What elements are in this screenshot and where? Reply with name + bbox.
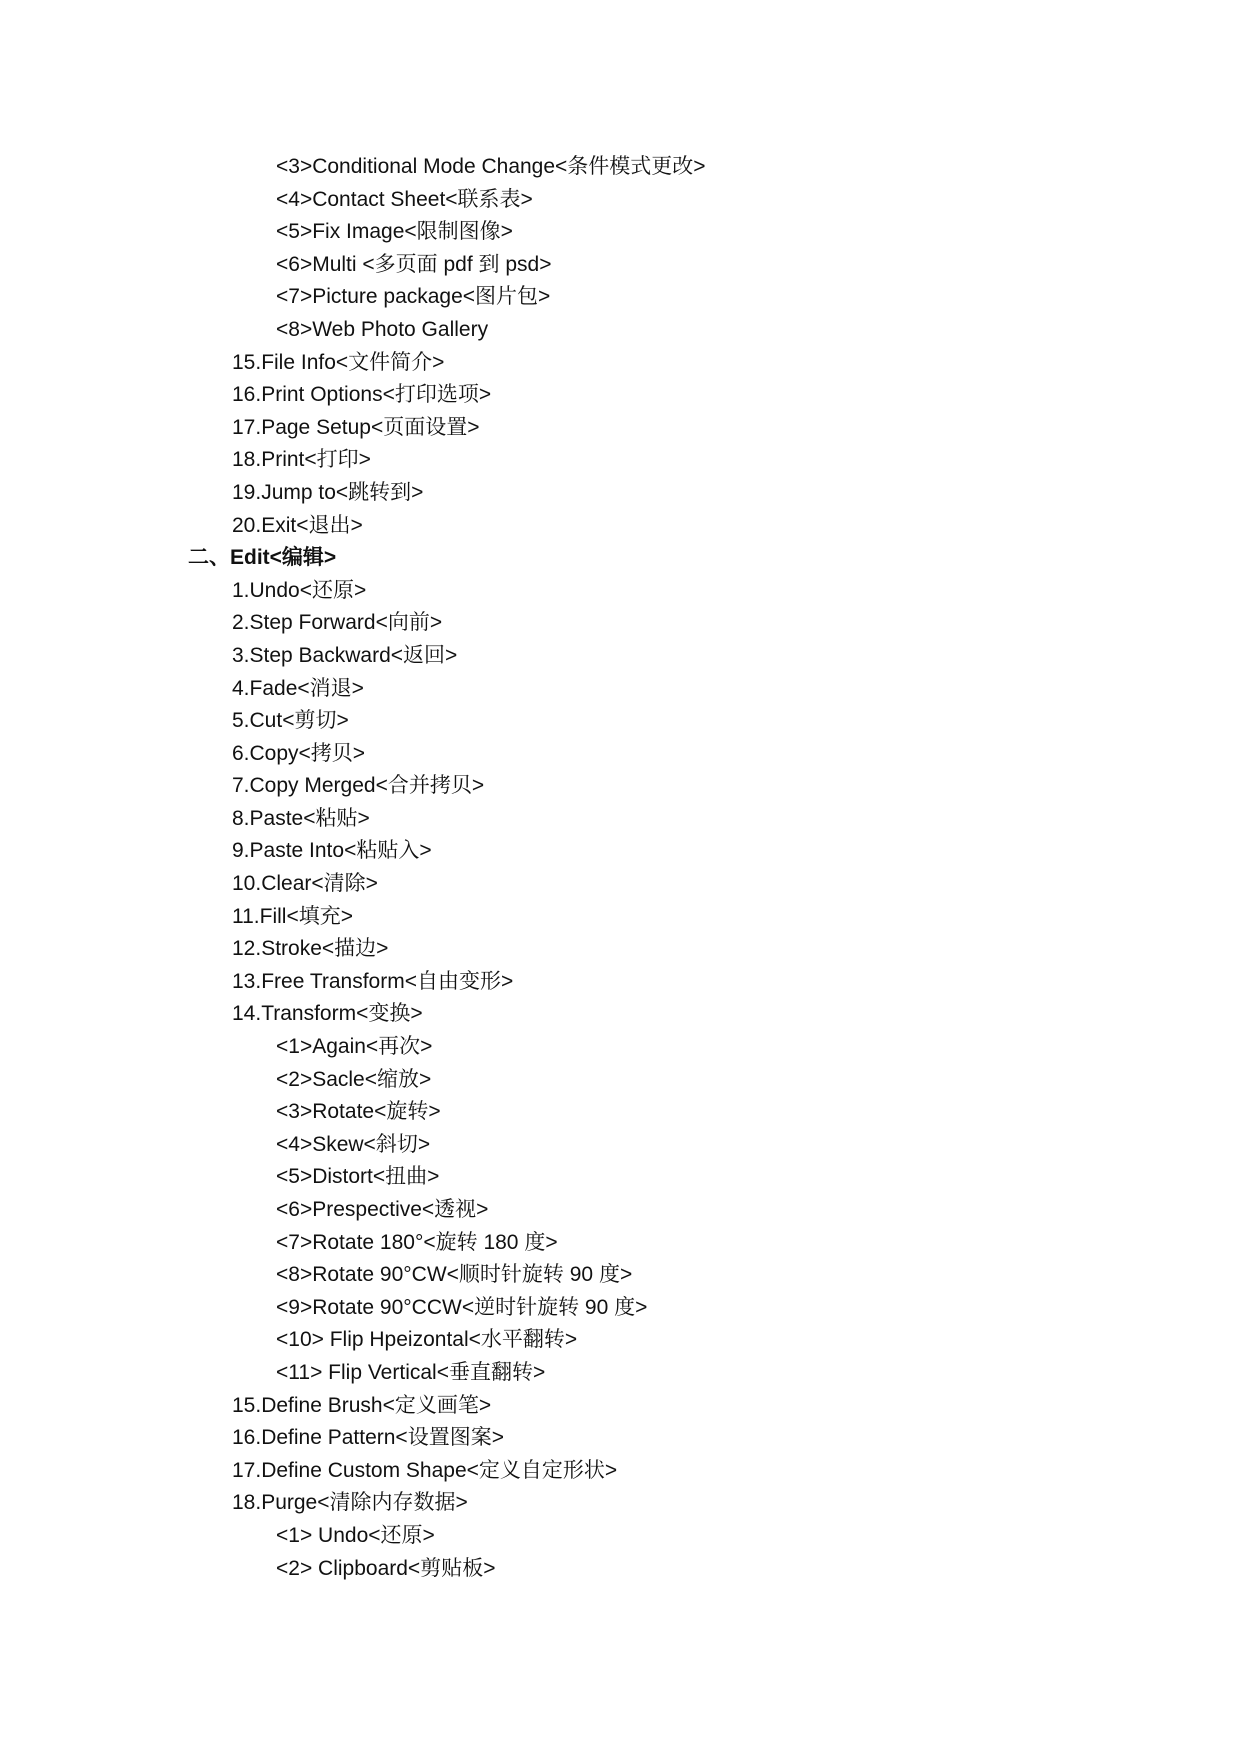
submenu-item: <6>Prespective<透视> [276,1198,489,1221]
menu-item: 16.Print Options<打印选项> [232,383,492,407]
menu-item: 14.Transform<变换> [232,1002,423,1026]
menu-item: 2.Step Forward<向前> [232,611,443,635]
section-heading: 二、Edit<编辑> [188,546,337,570]
submenu-item: <3>Conditional Mode Change<条件模式更改> [276,155,706,178]
menu-item: 13.Free Transform<自由变形> [232,969,514,993]
menu-item: 1.Undo<还原> [232,578,367,602]
menu-item: 5.Cut<剪切> [232,709,349,733]
submenu-item: <9>Rotate 90°CCW<逆时针旋转 90 度> [276,1295,648,1319]
menu-item: 10.Clear<清除> [232,872,378,896]
submenu-item: <1> Undo<还原> [276,1523,435,1547]
menu-item: 4.Fade<消退> [232,676,364,700]
menu-item: 17.Page Setup<页面设置> [232,415,480,439]
submenu-item: <4>Skew<斜切> [276,1132,431,1156]
submenu-item: <7>Picture package<图片包> [276,285,551,309]
submenu-item: <5>Fix Image<限制图像> [276,220,513,244]
menu-item: 15.Define Brush<定义画笔> [232,1393,492,1417]
submenu-item: <1>Again<再次> [276,1035,433,1059]
submenu-item: <4>Contact Sheet<联系表> [276,187,533,211]
menu-item: 7.Copy Merged<合并拷贝> [232,774,485,798]
menu-item: 15.File Info<文件简介> [232,350,445,374]
submenu-item: <11> Flip Vertical<垂直翻转> [276,1360,546,1384]
menu-item: 11.Fill<填充> [232,904,353,928]
submenu-item: <5>Distort<扭曲> [276,1165,440,1189]
menu-item: 16.Define Pattern<设置图案> [232,1426,504,1450]
submenu-item: <7>Rotate 180°<旋转 180 度> [276,1230,558,1254]
submenu-item: <8>Rotate 90°CW<顺时针旋转 90 度> [276,1263,633,1287]
menu-item: 20.Exit<退出> [232,513,363,537]
menu-item: 18.Print<打印> [232,448,371,472]
outline-list [0,151,1241,1585]
menu-item: 18.Purge<清除内存数据> [232,1491,468,1515]
submenu-item: <2> Clipboard<剪贴板> [276,1556,496,1580]
submenu-item: <6>Multi <多页面 pdf 到 psd> [276,252,552,276]
menu-item: 9.Paste Into<粘贴入> [232,839,432,863]
menu-item: 8.Paste<粘贴> [232,806,370,830]
submenu-item: <8>Web Photo Gallery [276,317,489,341]
menu-item: 19.Jump to<跳转到> [232,480,424,504]
menu-item: 12.Stroke<描边> [232,937,389,961]
menu-item: 6.Copy<拷贝> [232,741,366,765]
submenu-item: <2>Sacle<缩放> [276,1067,432,1091]
submenu-item: <10> Flip Hpeizontal<水平翻转> [276,1328,578,1352]
menu-item: 17.Define Custom Shape<定义自定形状> [232,1458,618,1482]
menu-item: 3.Step Backward<返回> [232,643,458,667]
submenu-item: <3>Rotate<旋转> [276,1100,441,1124]
